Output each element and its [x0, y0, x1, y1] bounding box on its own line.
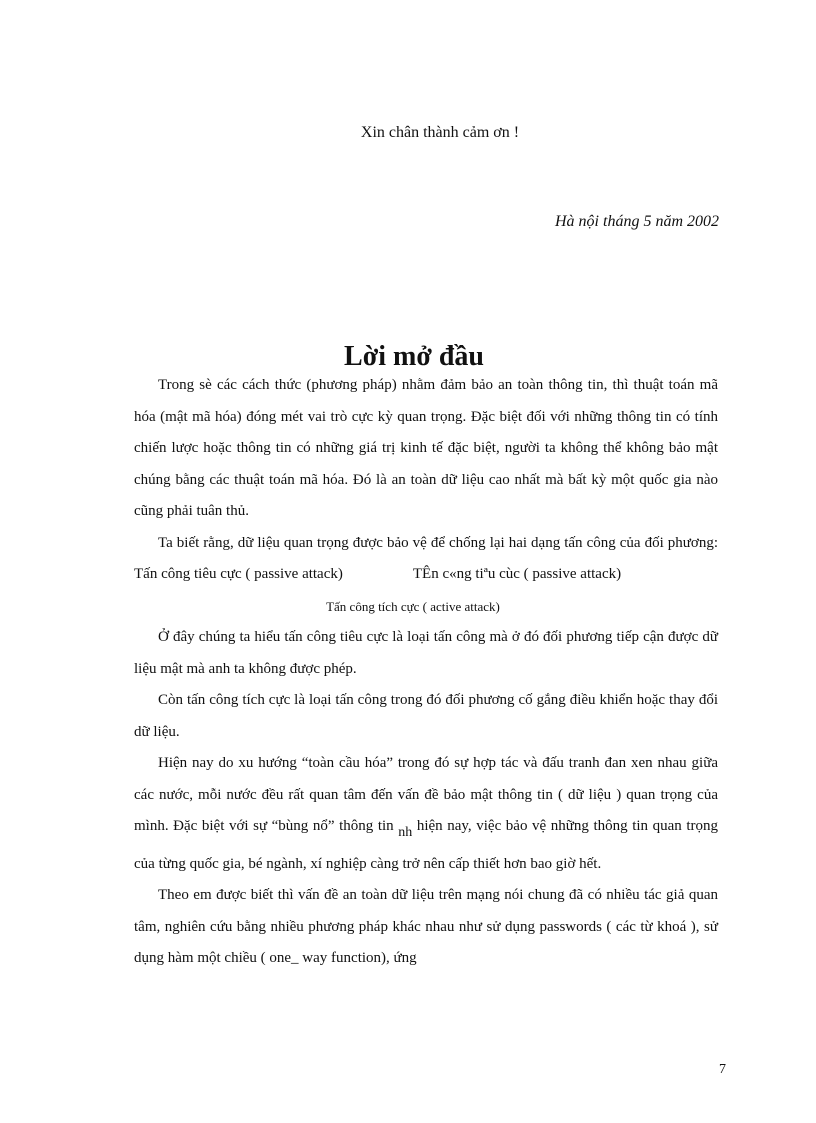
paragraph-4: Ở đây chúng ta hiểu tấn công tiêu cực là loại tấn công mà ở đó đối phương tiếp cận được dữ liệu mật mà anh ta không được phép. [134, 629, 718, 677]
paragraph-1: Trong sè các cách thức (phương pháp) nhằm đảm bảo an toàn thông tin, thì thuật toán mã hóa (mật mã hóa) đóng mét vai trò cực kỳ quan trọng. Đặc biệt đối với những thông tin có tính chiến lược hoặc thông tin có những giá trị kinh tế đặc biệt, người ta không thể không bảo mật chúng bằng các thuật toán mã hóa. Đó là an toàn dữ liệu cao nhất mà bất kỳ một quốc gia nào cũng phải tuân thủ. [134, 377, 718, 519]
paragraph-6-part-2: hiện nay, việc bảo vệ những thông tin quan trọng của từng quốc gia, bé ngành, xí nghiệp càng trở nên cấp thiết hơn bao giờ hết. [134, 818, 718, 872]
paragraph-6-subscript: nh [398, 825, 413, 840]
section-title: Lời mở đầu [344, 341, 484, 372]
thanks-line: Xin chân thành cảm ơn ! [360, 124, 520, 141]
place-date: Hà nội tháng 5 năm 2002 [555, 213, 719, 230]
paragraph-6 [134, 748, 718, 880]
paragraph-2 [134, 528, 718, 591]
paragraph-2-part-1: Ta biết rằng, dữ liệu quan trọng được bảo vệ để chống lại hai dạng tấn công của đối phương: Tấn công tiêu cực ( passive attack) [134, 534, 718, 582]
page-number: 7 [719, 1062, 726, 1077]
body-text [134, 370, 718, 975]
paragraph-5: Còn tấn công tích cực là loại tấn công trong đó đối phương cố gắng điều khiển hoặc thay đổi dữ liệu. [134, 692, 718, 740]
paragraph-2-part-2: TÊn c«ng tiªu cùc ( passive attack) [412, 566, 622, 582]
paragraph-3: Tấn công tích cực ( active attack) [326, 598, 500, 614]
paragraph-7: Theo em được biết thì vấn đề an toàn dữ liệu trên mạng nói chung đã có nhiều tác giả quan tâm, nghiên cứu bằng nhiều phương pháp khác nhau như sử dụng passwords ( các từ khoá ), sử dụng hàm một chiều ( one_ way function), ứng [134, 887, 718, 966]
paragraph-6-part-1: Hiện nay do xu hướng “toàn cầu hóa” trong đó sự hợp tác và đấu tranh đan xen nhau giữa các nước, mỗi nước đều rất quan tâm đến vấn đề bảo mật thông tin ( dữ liệu ) quan trọng của mình. Đặc biệt với sự “bùng nổ” thông tin [134, 755, 718, 834]
